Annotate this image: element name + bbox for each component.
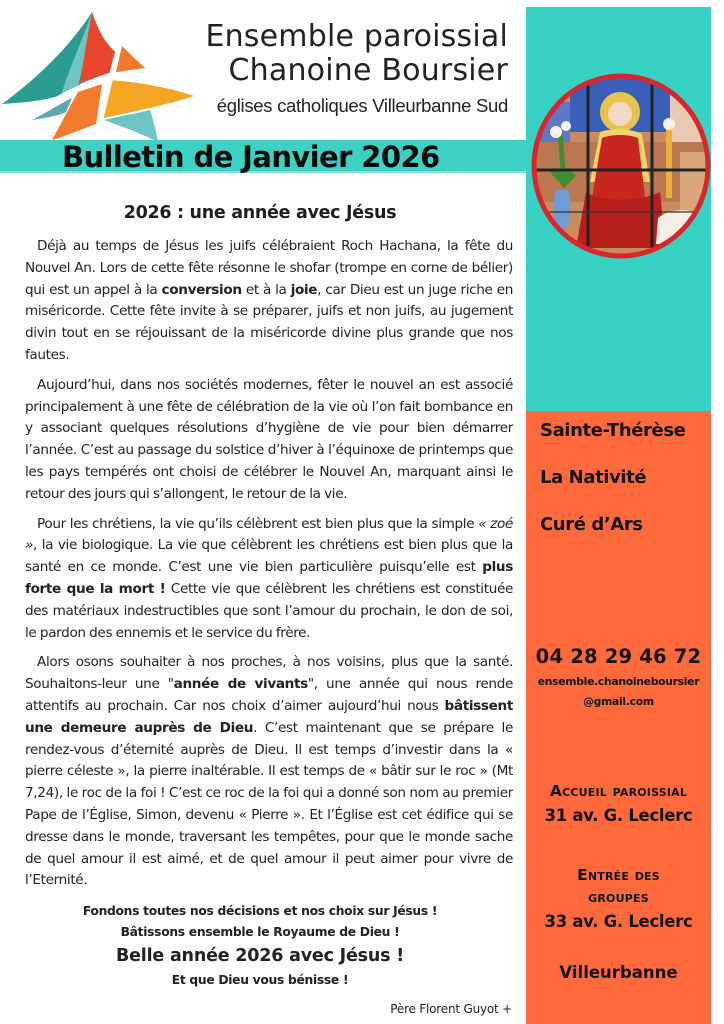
p1-text-c: et à la: [241, 281, 291, 298]
paragraph-3: [25, 514, 513, 645]
article-title: 2026 : une année avec Jésus: [123, 203, 397, 223]
parish-brand: [188, 20, 508, 118]
p4-text-b: ", une année qui nous rende attentifs au prochain. Car nos choix d’aimer aujourd’hui nous: [25, 676, 513, 714]
contact-block: [526, 642, 711, 712]
p3-bold-mort: plus forte que la mort !: [25, 559, 513, 597]
p3-italic-zoe: « zoé »: [25, 515, 513, 554]
closing-block: [0, 901, 520, 990]
church-list: [540, 418, 710, 559]
accueil-heading: Accueil paroissial: [549, 782, 688, 800]
p3-text-c: Cette vie que célèbrent les chrétiens est constituée des matériaux indestructibles que sont l’amour du prochain, le don de soi, le pardon des ennemis et le service du frère.: [25, 580, 513, 641]
paragraph-1: [25, 236, 513, 367]
paragraph-2: Aujourd’hui, dans nos sociétés modernes, fêter le nouvel an est associé principalement à une fête de célébration de la vie où l’on fait bombance en y associant quelques résolutions d’hygiène de vie pour bien démarrer l’année. C’est au passage du solstice d’hiver à l’équinoxe de printemps que les pays tempérés ont choisi de célébrer le Nouvel An, marquant ainsi le retour des jours qui s’allongent, le retour de la vie.: [25, 376, 513, 502]
parish-logo: [0, 6, 200, 142]
signature: Père Florent Guyot +: [390, 1002, 512, 1016]
article-body: [25, 236, 513, 900]
accueil-block: [526, 780, 711, 830]
city-name: Villeurbanne: [559, 963, 678, 982]
logo-sail-orange-top: [116, 46, 148, 72]
email-line-1[interactable]: ensemble.chanoineboursier: [537, 675, 700, 688]
p4-text-c: . C’est maintenant que se prépare le rendez-vous d’éternité auprès de Dieu. Il est temps d’investir dans la « pierre céleste », la pierre inaltérable. Il est temps de « bâtir sur le roc » (Mt 7,24), le roc de la foi ! C’est ce roc de la foi qui a donné son nom au premier Pape de l’Église, Simon, devenu « Pierre ». Et l’Église est cet édifice qui se dresse dans le monde, traversant les tempêtes, pour que le monde sache de quel amour il est aimé, et de quel amour il peut aimer pour vivre de l’Eternité.: [25, 719, 514, 889]
p1-text-d: , car Dieu est un juge riche en miséricorde. Cette fête invite à se préparer, juifs et non juifs, au jugement divin tout en se réjouissant de la miséricorde divine plus grande que nos fautes.: [25, 281, 514, 363]
p3-text-b: , la vie biologique. La vie que célèbrent les chrétiens est bien plus que la santé en ce monde. C’est une vie bien particulière puisqu’elle est: [25, 537, 513, 576]
email-line-2[interactable]: @gmail.com: [583, 695, 654, 708]
groupes-heading-line-1: Entrée des: [577, 866, 660, 884]
p1-bold-conversion: conversion: [161, 281, 242, 298]
closing-line-4: Et que Dieu vous bénisse !: [171, 973, 349, 987]
church-cure-d-ars: Curé d’Ars: [540, 514, 643, 535]
church-sainte-therese: Sainte-Thérèse: [540, 420, 686, 441]
closing-line-1: Fondons toutes nos décisions et nos choix sur Jésus !: [82, 904, 438, 918]
groupes-block: [526, 864, 711, 936]
city-block: [526, 960, 711, 986]
p4-text-a: Alors osons souhaiter à nos proches, à nos voisins, plus que la santé. Souhaitons-leur une ": [25, 654, 513, 693]
church-la-nativite: La Nativité: [540, 467, 647, 488]
bulletin-title: Bulletin de Janvier 2026: [62, 140, 440, 174]
phone-number[interactable]: 04 28 29 46 72: [535, 645, 702, 668]
closing-line-3: Belle année 2026 avec Jésus !: [115, 946, 405, 966]
p1-text-a: Déjà au temps de Jésus les juifs célébraient Roch Hachana, la fête du Nouvel An. Lors de cette fête résonne le shofar (trompe en corne de bélier) qui est un appel à la: [25, 238, 513, 298]
brand-line-2: Chanoine Boursier: [228, 53, 508, 88]
stained-glass-window-image: [530, 72, 712, 260]
brand-subtitle: églises catholiques Villeurbanne Sud: [216, 95, 508, 116]
paragraph-4: [25, 652, 513, 892]
p3-text-a: Pour les chrétiens, la vie qu’ils célèbrent est bien plus que la simple: [37, 515, 479, 532]
groupes-address: 33 av. G. Leclerc: [544, 912, 693, 931]
p4-bold-demeure: bâtissent une demeure auprès de Dieu: [25, 697, 513, 736]
p4-bold-vivants: année de vivants: [173, 676, 308, 693]
groupes-heading-line-2: groupes: [588, 888, 649, 906]
accueil-address: 31 av. G. Leclerc: [544, 806, 693, 825]
brand-line-1: Ensemble paroissial: [205, 19, 508, 54]
closing-line-2: Bâtissons ensemble le Royaume de Dieu !: [120, 925, 400, 939]
p1-bold-joie: joie: [290, 281, 318, 298]
